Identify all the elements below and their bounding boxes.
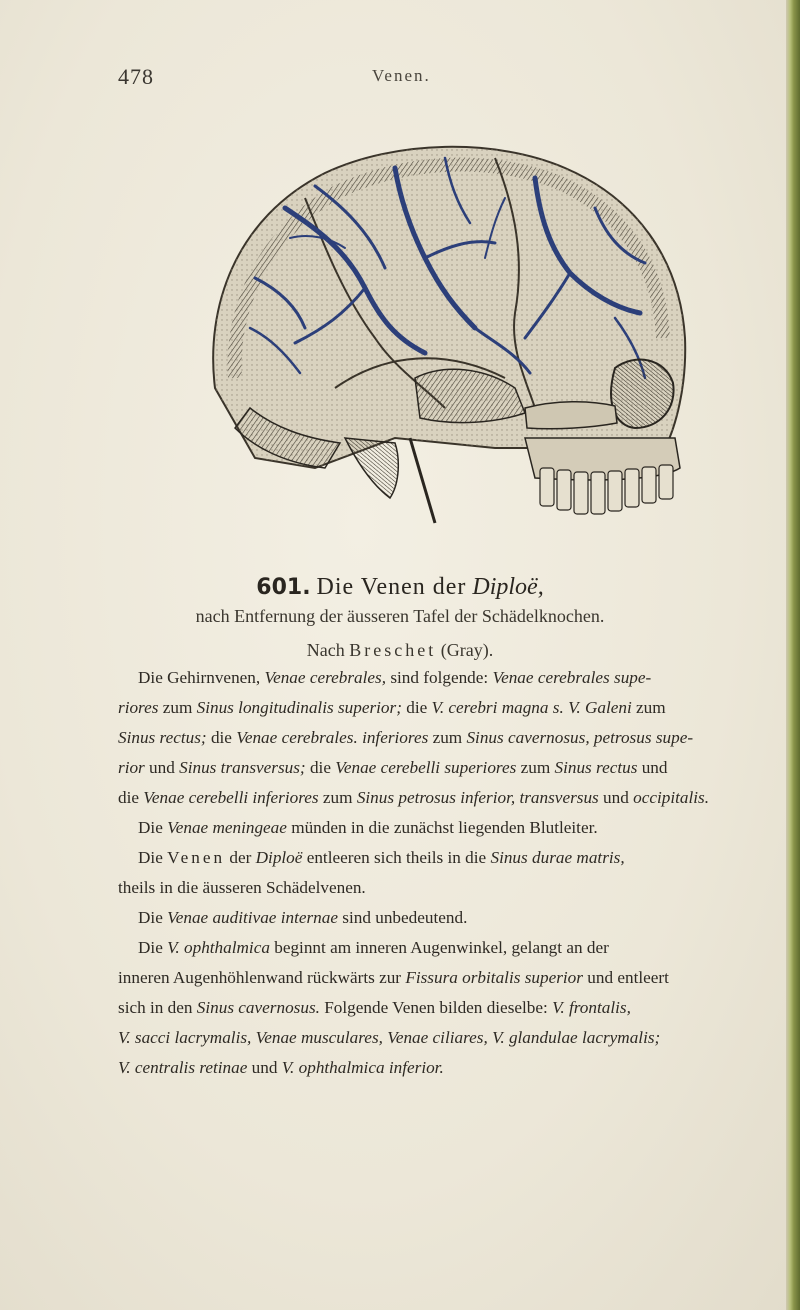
p1-line-5: die Venae cerebelli inferiores zum Sinus petrosus inferior, transversus und occipitalis. — [118, 788, 710, 807]
figure-title-prefix: Die Venen der — [316, 574, 467, 600]
source-prefix: Nach — [306, 640, 345, 660]
p4-line-1: Die Venae auditivae internae sind unbedeutend. — [138, 908, 468, 927]
p5-line-2: inneren Augenhöhlenwand rückwärts zur Fissura orbitalis superior und entleert — [118, 968, 669, 987]
p5-line-3: sich in den Sinus cavernosus. Folgende Venen bilden dieselbe: V. frontalis, — [118, 998, 631, 1017]
zygomatic-arch — [525, 402, 617, 429]
p1-line-1: Die Gehirnvenen, Venae cerebrales, sind folgende: Venae cerebrales supe- — [138, 668, 652, 687]
figure-number: 601. — [256, 575, 311, 600]
source-suffix: (Gray). — [440, 640, 494, 660]
figure-subtitle: nach Entfernung der äusseren Tafel der Schädelknochen. — [195, 606, 605, 626]
p5-line-1: Die V. ophthalmica beginnt am inneren Augenwinkel, gelangt an der — [138, 938, 609, 957]
styloid-process — [410, 438, 435, 523]
p1-line-3: Sinus rectus; die Venae cerebrales. inferiores zum Sinus cavernosus, petrosus supe- — [118, 728, 694, 747]
mastoid-process — [345, 438, 398, 498]
source-name: Breschet — [349, 640, 437, 660]
p5-line-4: V. sacci lacrymalis, Venae musculares, Venae ciliares, V. glandulae lacrymalis; — [118, 1028, 661, 1047]
p3-line-2: theils in die äusseren Schädelvenen. — [118, 878, 366, 897]
p1-line-4: rior und Sinus transversus; die Venae cerebelli superiores zum Sinus rectus und — [118, 758, 668, 777]
skull-diploe-veins-illustration — [195, 138, 695, 538]
p2-line-1: Die Venae meningeae münden in die zunächst liegenden Blutleiter. — [138, 818, 598, 837]
p5-line-5: V. centralis retinae und V. ophthalmica inferior. — [118, 1058, 444, 1077]
figure-source — [0, 640, 800, 661]
running-head: Venen. — [372, 66, 431, 85]
p3-line-1: Die Venen der Diploë entleeren sich theils in die Sinus durae matris, — [138, 848, 625, 867]
figure-caption-title — [0, 574, 800, 601]
figure-title-italic: Diploë, — [472, 574, 544, 600]
p1-line-2: riores zum Sinus longitudinalis superior; die V. cerebri magna s. V. Galeni zum — [118, 698, 666, 717]
page-number: 478 — [118, 64, 154, 89]
